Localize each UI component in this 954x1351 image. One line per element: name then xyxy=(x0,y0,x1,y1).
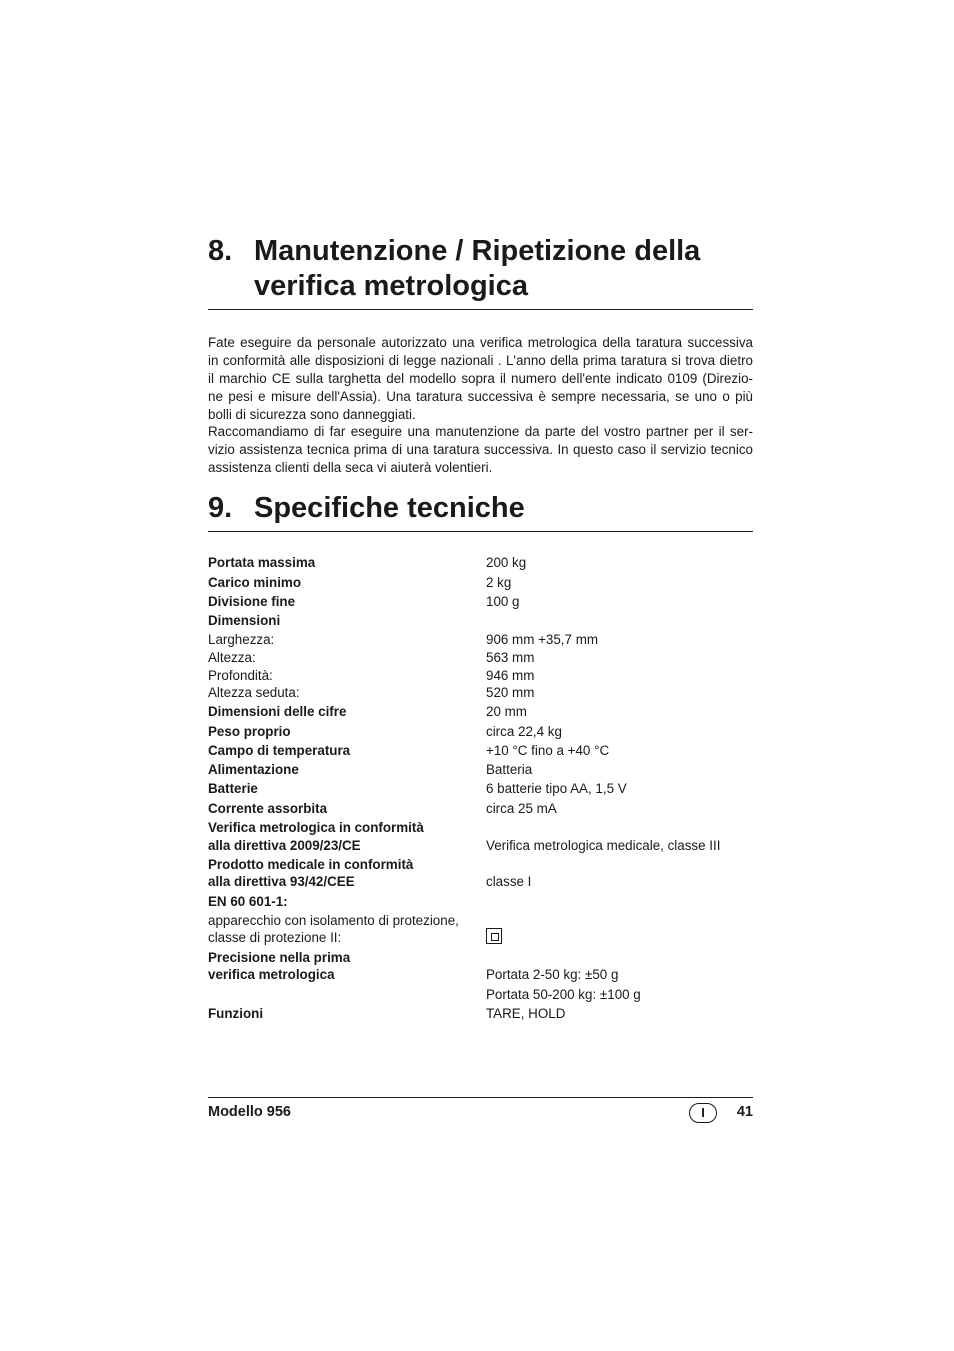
protection-class-ii-inner-square xyxy=(491,933,499,941)
paragraph-line: Fate eseguire da personale autorizzato una verifica metrologica della taratura successiva xyxy=(208,335,753,350)
spec-label: Dimensioni delle cifre xyxy=(208,704,347,719)
spec-value: +10 °C fino a +40 °C xyxy=(486,743,610,758)
section-8-heading xyxy=(208,234,753,310)
paragraph-line: vizio assistenza tecnica prima di una taratura successiva. In questo caso il servizio tecnico xyxy=(208,441,753,457)
spec-label: classe di protezione II: xyxy=(208,930,342,945)
section-9-title: Specifiche tecniche xyxy=(254,492,525,524)
protection-class-ii-icon xyxy=(486,928,502,944)
spec-value: 563 mm xyxy=(486,650,535,665)
spec-label: Corrente assorbita xyxy=(208,801,328,816)
paragraph-line: Raccomandiamo di far eseguire una manutenzione da parte del vostro partner per il ser- xyxy=(208,424,753,439)
section-8-number: 8. xyxy=(208,235,233,267)
spec-label: Prodotto medicale in conformità xyxy=(208,857,414,872)
paragraph-line: in conformità alle disposizioni di legge nazionali . L'anno della prima taratura si trova dietro xyxy=(208,352,753,368)
spec-label: Altezza: xyxy=(208,650,256,665)
spec-label: alla direttiva 93/42/CEE xyxy=(208,874,355,889)
page-number: 41 xyxy=(736,1104,753,1120)
section-8-title-line-1: Manutenzione / Ripetizione della xyxy=(254,235,701,267)
spec-value: 200 kg xyxy=(486,555,527,570)
spec-label: Profondità: xyxy=(208,668,273,683)
spec-label: Carico minimo xyxy=(208,575,302,590)
section-8-paragraph-2 xyxy=(208,423,753,477)
paragraph-line: ne pesi e misure dell'Assia). Una taratura successiva è sempre necessaria, se uno o più xyxy=(208,388,753,404)
spec-value: 2 kg xyxy=(486,575,512,590)
section-9-number: 9. xyxy=(208,492,233,524)
spec-label: Verifica metrologica in conformità xyxy=(208,820,424,835)
spec-value: 20 mm xyxy=(486,704,527,719)
spec-value: 520 mm xyxy=(486,685,535,700)
paragraph-line: assistenza clienti della seca vi aiuterà volentieri. xyxy=(208,459,493,475)
spec-label: apparecchio con isolamento di protezione, xyxy=(208,913,459,928)
spec-label: Precisione nella prima xyxy=(208,950,351,965)
page-footer xyxy=(208,1097,753,1128)
spec-label: Funzioni xyxy=(208,1006,264,1021)
section-9-heading xyxy=(208,491,753,532)
section-8-paragraph-1 xyxy=(208,334,753,424)
spec-value: 6 batterie tipo AA, 1,5 V xyxy=(486,781,627,796)
spec-value: classe I xyxy=(486,874,532,889)
spec-label: EN 60 601-1: xyxy=(208,894,288,909)
spec-label: verifica metrologica xyxy=(208,967,335,982)
spec-value: 946 mm xyxy=(486,668,535,683)
paragraph-line: bolli di sicurezza sono danneggiati. xyxy=(208,406,416,422)
spec-value: 906 mm +35,7 mm xyxy=(486,632,599,647)
spec-label: Altezza seduta: xyxy=(208,685,300,700)
spec-value: Portata 50-200 kg: ±100 g xyxy=(486,987,641,1002)
footer-model-name: Modello 956 xyxy=(208,1104,291,1120)
language-badge: I xyxy=(689,1103,717,1123)
spec-value: Portata 2-50 kg: ±50 g xyxy=(486,967,619,982)
paragraph-line: il marchio CE sulla targhetta del modello sopra il numero dell'ente indicato 0109 (Direzio- xyxy=(208,370,753,386)
spec-value: Batteria xyxy=(486,762,533,777)
spec-label: Divisione fine xyxy=(208,594,296,609)
spec-value: Verifica metrologica medicale, classe III xyxy=(486,838,721,853)
spec-label: Alimentazione xyxy=(208,762,299,777)
spec-value: 100 g xyxy=(486,594,520,609)
spec-value: circa 25 mA xyxy=(486,801,557,816)
spec-label: Dimensioni xyxy=(208,613,281,628)
spec-label: Peso proprio xyxy=(208,724,291,739)
spec-label: Portata massima xyxy=(208,555,316,570)
section-8-title-line-2: verifica metrologica xyxy=(254,270,528,302)
spec-value: TARE, HOLD xyxy=(486,1006,566,1021)
spec-label: Campo di temperatura xyxy=(208,743,351,758)
spec-label: alla direttiva 2009/23/CE xyxy=(208,838,361,853)
spec-label: Larghezza: xyxy=(208,632,275,647)
spec-label: Batterie xyxy=(208,781,258,796)
spec-value: circa 22,4 kg xyxy=(486,724,562,739)
